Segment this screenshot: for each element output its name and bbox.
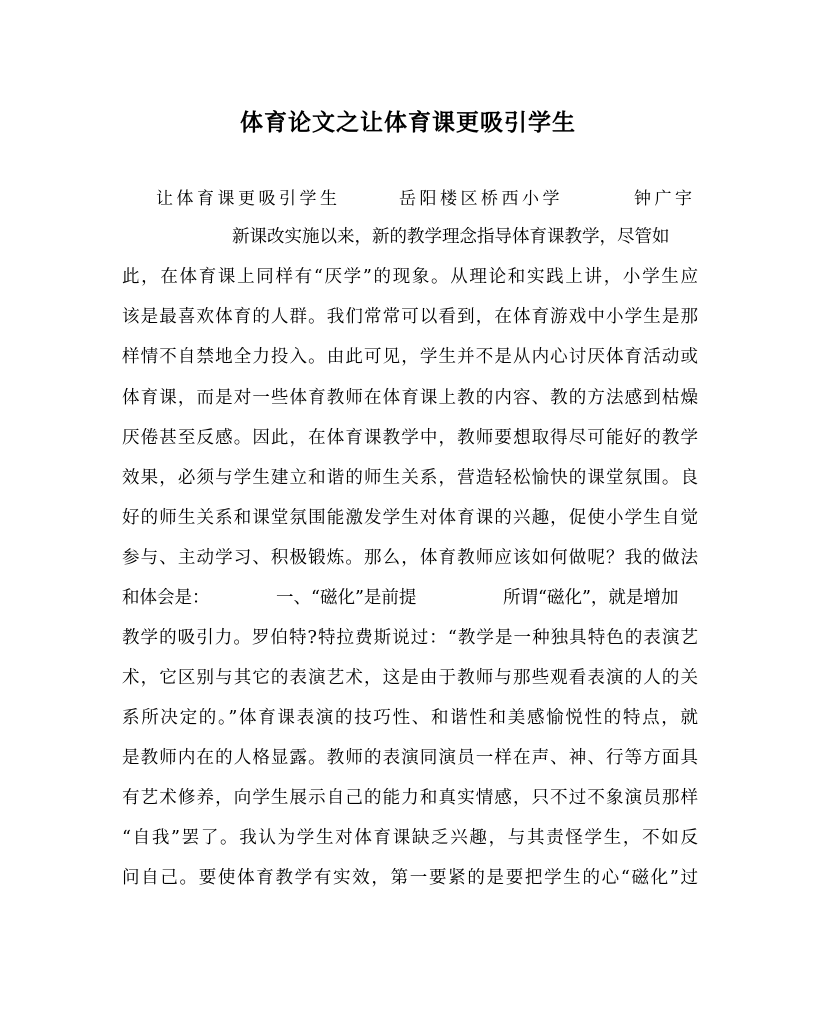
paragraph-line: 是教师内在的人格显露。教师的表演同演员一样在声、神、行等方面具	[122, 748, 698, 768]
paragraph-line-part: 所谓“磁化”，就是增加	[503, 588, 679, 608]
paragraph-line: 术，它区别与其它的表演艺术，这是由于教师与那些观看表演的人的关	[122, 668, 698, 688]
byline-school: 岳阳楼区桥西小学	[399, 189, 563, 209]
paragraph-line: 有艺术修养，向学生展示自己的能力和真实情感，只不过不象演员那样	[122, 788, 698, 808]
paragraph-line-part: 和体会是：	[122, 588, 210, 608]
paragraph-line: 参与、主动学习、积极锻炼。那么，体育教师应该如何做呢？我的做法	[122, 548, 698, 568]
heading-inline: 一、“磁化”是前提	[276, 588, 417, 608]
paragraph-line: 体育课，而是对一些体育教师在体育课上教的内容、教的方法感到枯燥	[122, 388, 698, 408]
paragraph-line: 新课改实施以来，新的教学理念指导体育课教学，尽管如	[232, 227, 670, 247]
paragraph-line: “自我”罢了。我认为学生对体育课缺乏兴趣，与其责怪学生，不如反	[122, 828, 698, 848]
paragraph-line: 样情不自禁地全力投入。由此可见，学生并不是从内心讨厌体育活动或	[122, 347, 698, 367]
paragraph-line: 好的师生关系和课堂氛围能激发学生对体育课的兴趣，促使小学生自觉	[122, 508, 698, 528]
paragraph-line: 教学的吸引力。罗伯特?特拉费斯说过：“教学是一种独具特色的表演艺	[122, 628, 698, 648]
byline	[156, 184, 696, 208]
paragraph-line: 厌倦甚至反感。因此，在体育课教学中，教师要想取得尽可能好的教学	[122, 428, 698, 448]
byline-author: 钟广宇	[634, 189, 696, 209]
paragraph-line: 此，在体育课上同样有“厌学”的现象。从理论和实践上讲，小学生应	[122, 267, 698, 287]
paragraph-line: 效果，必须与学生建立和谐的师生关系，营造轻松愉快的课堂氛围。良	[122, 468, 698, 488]
document-title: 体育论文之让体育课更吸引学生	[240, 109, 576, 136]
paragraph-line: 系所决定的。”体育课表演的技巧性、和谐性和美感愉悦性的特点，就	[122, 708, 698, 728]
byline-article-title: 让体育课更吸引学生	[156, 189, 341, 209]
paragraph-line: 该是最喜欢体育的人群。我们常常可以看到，在体育游戏中小学生是那	[122, 307, 698, 327]
paragraph-line: 问自己。要使体育教学有实效，第一要紧的是要把学生的心“磁化”过	[122, 868, 698, 888]
